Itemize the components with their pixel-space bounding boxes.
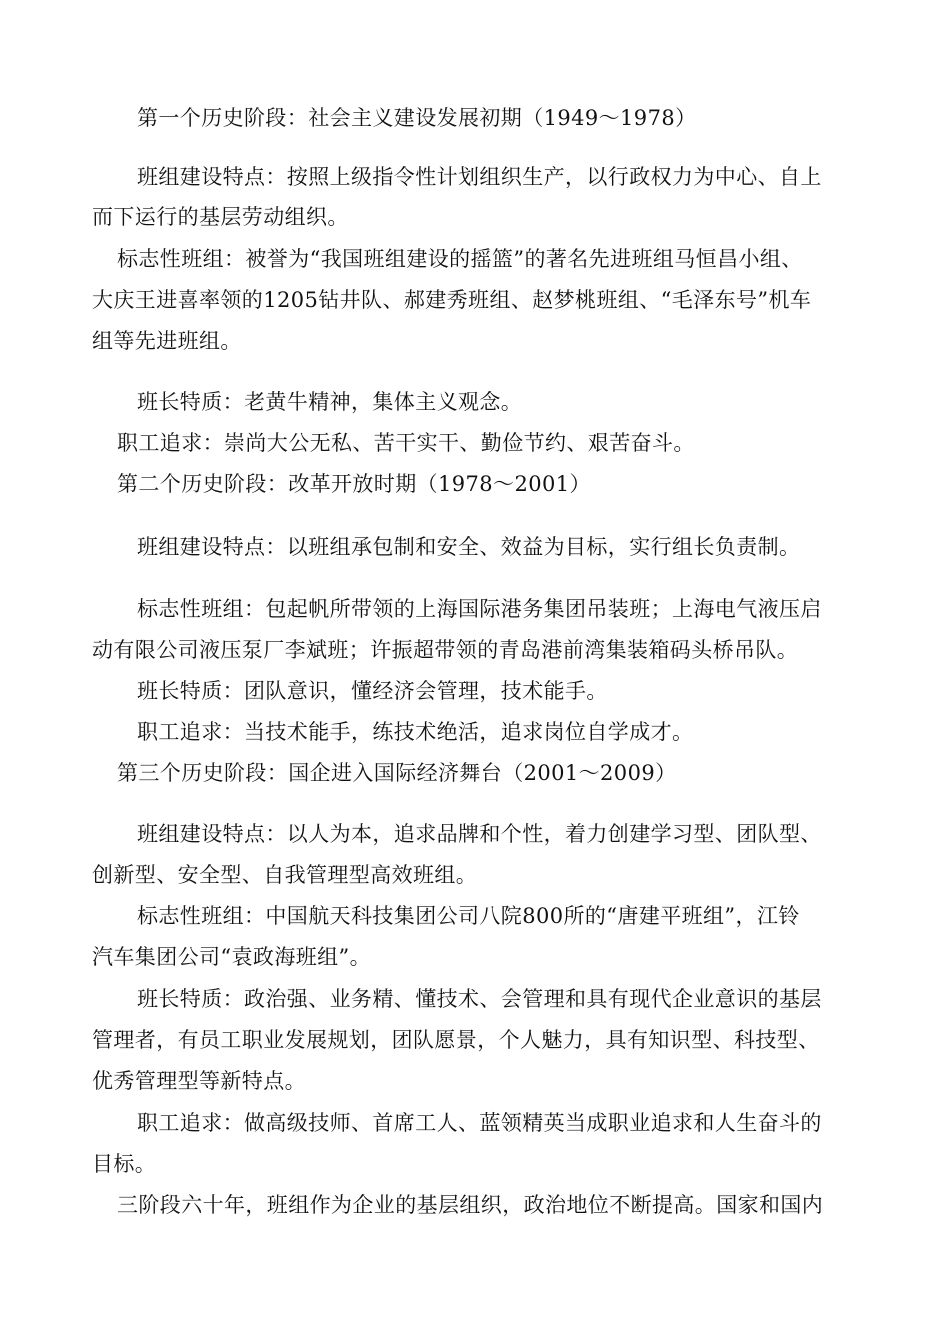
stage-two-heading: 第二个历史阶段：改革开放时期（1978～2001） xyxy=(117,472,591,496)
stage-one-leader-trait: 班长特质：老黄牛精神，集体主义观念。 xyxy=(137,390,523,414)
stage-three-model-line-1: 标志性班组：中国航天科技集团公司八院800所的“唐建平班组”，江铃 xyxy=(137,904,800,928)
stage-three-leader-trait-line-3: 优秀管理型等新特点。 xyxy=(92,1069,306,1093)
stage-two-feature: 班组建设特点：以班组承包制和安全、效益为目标，实行组长负责制。 xyxy=(137,535,801,559)
stage-two-model-line-2: 动有限公司液压泵厂李斌班；许振超带领的青岛港前湾集装箱码头桥吊队。 xyxy=(92,638,799,662)
stage-three-leader-trait-line-2: 管理者，有员工职业发展规划，团队愿景，个人魅力，具有知识型、科技型、 xyxy=(92,1028,820,1052)
stage-three-heading: 第三个历史阶段：国企进入国际经济舞台（2001～2009） xyxy=(117,761,677,785)
stage-one-heading: 第一个历史阶段：社会主义建设发展初期（1949～1978） xyxy=(137,106,697,130)
stage-three-worker-goal-line-1: 职工追求：做高级技师、首席工人、蓝领精英当成职业追求和人生奋斗的 xyxy=(137,1111,822,1135)
stage-one-model-line-2: 大庆王进喜率领的1205钻井队、郝建秀班组、赵梦桃班组、“毛泽东号”机车 xyxy=(92,288,812,312)
stage-two-model-line-1: 标志性班组：包起帆所带领的上海国际港务集团吊装班；上海电气液压启 xyxy=(137,597,822,621)
stage-three-worker-goal-line-2: 目标。 xyxy=(92,1152,157,1176)
stage-one-feature-line-2: 而下运行的基层劳动组织。 xyxy=(92,205,349,229)
stage-one-worker-goal: 职工追求：崇尚大公无私、苦干实干、勤俭节约、艰苦奋斗。 xyxy=(117,431,695,455)
stage-three-model-line-2: 汽车集团公司“袁政海班组”。 xyxy=(92,945,372,969)
stage-three-feature-line-1: 班组建设特点：以人为本，追求品牌和个性，着力创建学习型、团队型、 xyxy=(137,822,822,846)
stage-three-feature-line-2: 创新型、安全型、自我管理型高效班组。 xyxy=(92,863,478,887)
stage-three-leader-trait-line-1: 班长特质：政治强、业务精、懂技术、会管理和具有现代企业意识的基层 xyxy=(137,987,822,1011)
stage-one-feature-line-1: 班组建设特点：按照上级指令性计划组织生产，以行政权力为中心、自上 xyxy=(137,165,822,189)
stage-one-model-line-3: 组等先进班组。 xyxy=(92,329,242,353)
stage-one-model-line-1: 标志性班组：被誉为“我国班组建设的摇篮”的著名先进班组马恒昌小组、 xyxy=(117,247,803,271)
stage-two-leader-trait: 班长特质：团队意识，懂经济会管理，技术能手。 xyxy=(137,679,608,703)
stage-two-worker-goal: 职工追求：当技术能手，练技术绝活，追求岗位自学成才。 xyxy=(137,720,694,744)
summary-line: 三阶段六十年，班组作为企业的基层组织，政治地位不断提高。国家和国内 xyxy=(117,1193,824,1217)
